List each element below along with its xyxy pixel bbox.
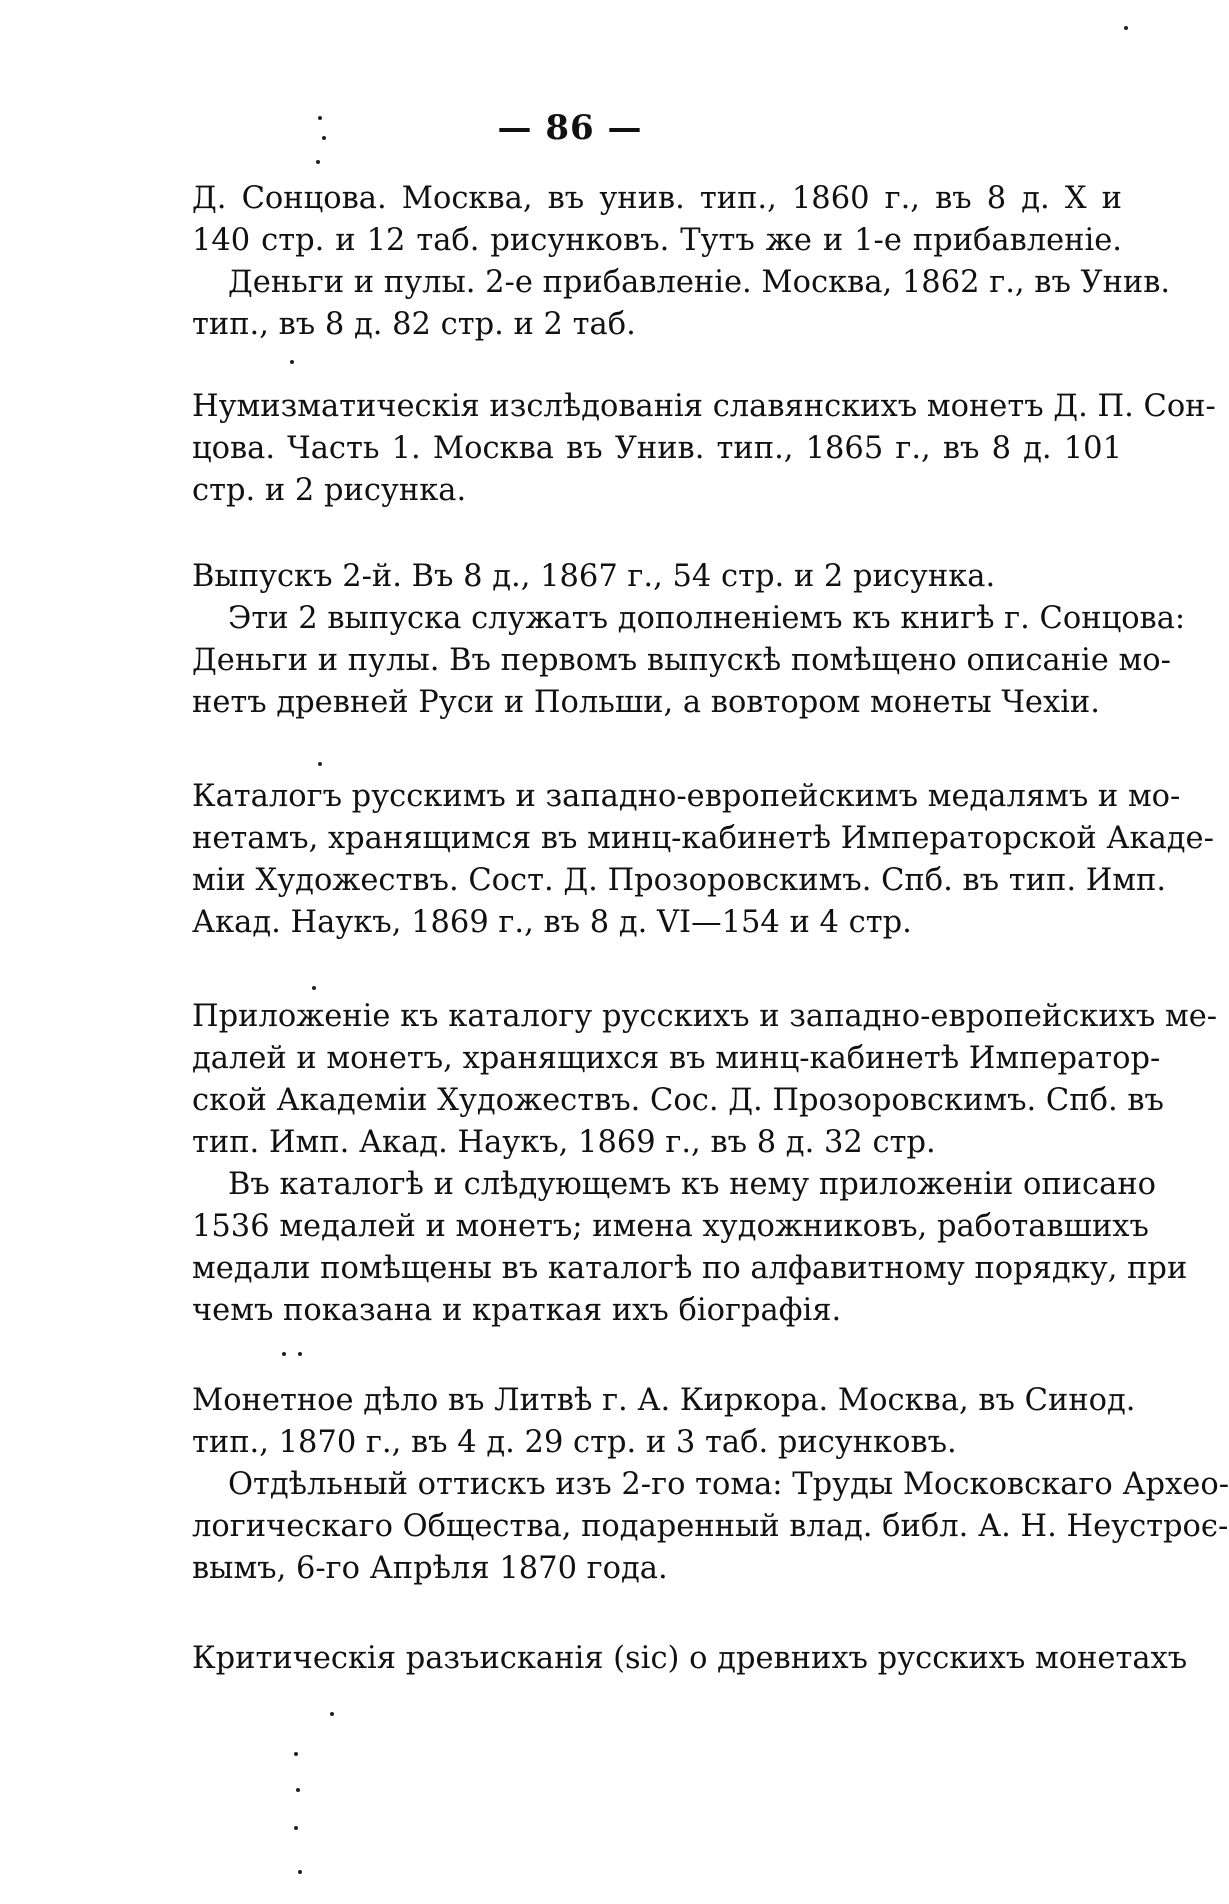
scan-speck <box>294 1752 298 1756</box>
scan-speck <box>298 1870 302 1874</box>
entry-lithuania-coinage <box>192 1380 1229 1590</box>
text-line: ской Академіи Художествъ. Сос. Д. Прозоровскимъ. Спб. въ <box>192 1083 1164 1118</box>
text-line: вымъ, 6-го Апрѣля 1870 года. <box>192 1551 668 1586</box>
entry-critical-research <box>192 1638 1188 1680</box>
text-line: цова. Часть 1. Москва въ Унив. тип., 1865 г., въ 8 д. 101 <box>192 431 1122 466</box>
text-line: 1536 медалей и монетъ; имена художниковъ, работавшихъ <box>192 1209 1149 1244</box>
scan-speck <box>330 1712 334 1716</box>
text-line: Приложеніе къ каталогу русскихъ и западно-европейскихъ ме- <box>192 999 1218 1034</box>
text-line: міи Художествъ. Сост. Д. Прозоровскимъ. Спб. въ тип. Имп. <box>192 863 1167 898</box>
text-line: Деньги и пулы. 2-е прибавленіе. Москва, 1862 г., въ Унив. <box>228 265 1171 300</box>
text-line: чемъ показана и краткая ихъ біографія. <box>192 1293 842 1328</box>
text-line: Нумизматическія изслѣдованія славянскихъ монетъ Д. П. Сон- <box>192 389 1216 424</box>
scan-speck <box>294 1826 298 1830</box>
text-line: нетамъ, хранящимся въ минц-кабинетѣ Императорской Акаде- <box>192 821 1214 856</box>
entry-catalog-medals <box>192 776 1214 944</box>
text-line: нетъ древней Руси и Польши, а вовтором монеты Чехіи. <box>192 685 1100 720</box>
scan-speck <box>316 160 320 164</box>
text-line: Монетное дѣло въ Литвѣ г. А. Киркора. Москва, въ Синод. <box>192 1383 1136 1418</box>
scan-speck <box>322 136 326 140</box>
text-line: далей и монетъ, хранящихся въ минц-кабинетѣ Император- <box>192 1041 1161 1076</box>
scan-speck <box>296 1788 300 1792</box>
scan-speck <box>1124 26 1128 30</box>
text-line: Деньги и пулы. Въ первомъ выпускѣ помѣщено описаніе мо- <box>192 643 1171 678</box>
text-line: стр. и 2 рисунка. <box>192 473 467 508</box>
entry-numismatic-research <box>192 386 1216 512</box>
text-line: Въ каталогѣ и слѣдующемъ къ нему приложеніи описано <box>228 1167 1157 1202</box>
scan-speck <box>282 1352 286 1356</box>
scan-speck <box>318 762 322 766</box>
text-line: Выпускъ 2-й. Въ 8 д., 1867 г., 54 стр. и 2 рисунка. <box>192 559 996 594</box>
text-line: 140 стр. и 12 таб. рисунковъ. Тутъ же и 1-е прибавленіе. <box>192 223 1122 258</box>
text-line: логическаго Общества, подаренный влад. библ. А. Н. Неустроє- <box>192 1509 1229 1544</box>
entry-second-issue <box>192 556 1186 724</box>
scan-speck <box>290 360 294 364</box>
scan-speck <box>312 986 316 990</box>
page-number: — 86 — <box>497 108 643 148</box>
text-line: Критическія разъисканія (sic) о древнихъ русскихъ монетахъ <box>192 1641 1188 1676</box>
text-line: тип., 1870 г., въ 4 д. 29 стр. и 3 таб. рисунковъ. <box>192 1425 957 1460</box>
text-line: Эти 2 выпуска служатъ дополненіемъ къ книгѣ г. Сонцова: <box>228 601 1186 636</box>
text-line: Каталогъ русскимъ и западно-европейскимъ медалямъ и мо- <box>192 779 1181 814</box>
text-line: Д. Сонцова. Москва, въ унив. тип., 1860 г., въ 8 д. X и <box>192 181 1122 216</box>
text-line: Отдѣльный оттискъ изъ 2-го тома: Труды Московскаго Архео- <box>228 1467 1229 1502</box>
text-line: тип. Имп. Акад. Наукъ, 1869 г., въ 8 д. 32 стр. <box>192 1125 936 1160</box>
text-line: Акад. Наукъ, 1869 г., въ 8 д. VI—154 и 4 стр. <box>192 905 912 940</box>
text-line: медали помѣщены въ каталогѣ по алфавитному порядку, при <box>192 1251 1188 1286</box>
entry-sontsov-continuation <box>192 178 1171 346</box>
scan-speck <box>318 116 322 120</box>
text-line: тип., въ 8 д. 82 стр. и 2 таб. <box>192 307 636 342</box>
entry-catalog-supplement <box>192 996 1218 1332</box>
scan-speck <box>298 1352 302 1356</box>
